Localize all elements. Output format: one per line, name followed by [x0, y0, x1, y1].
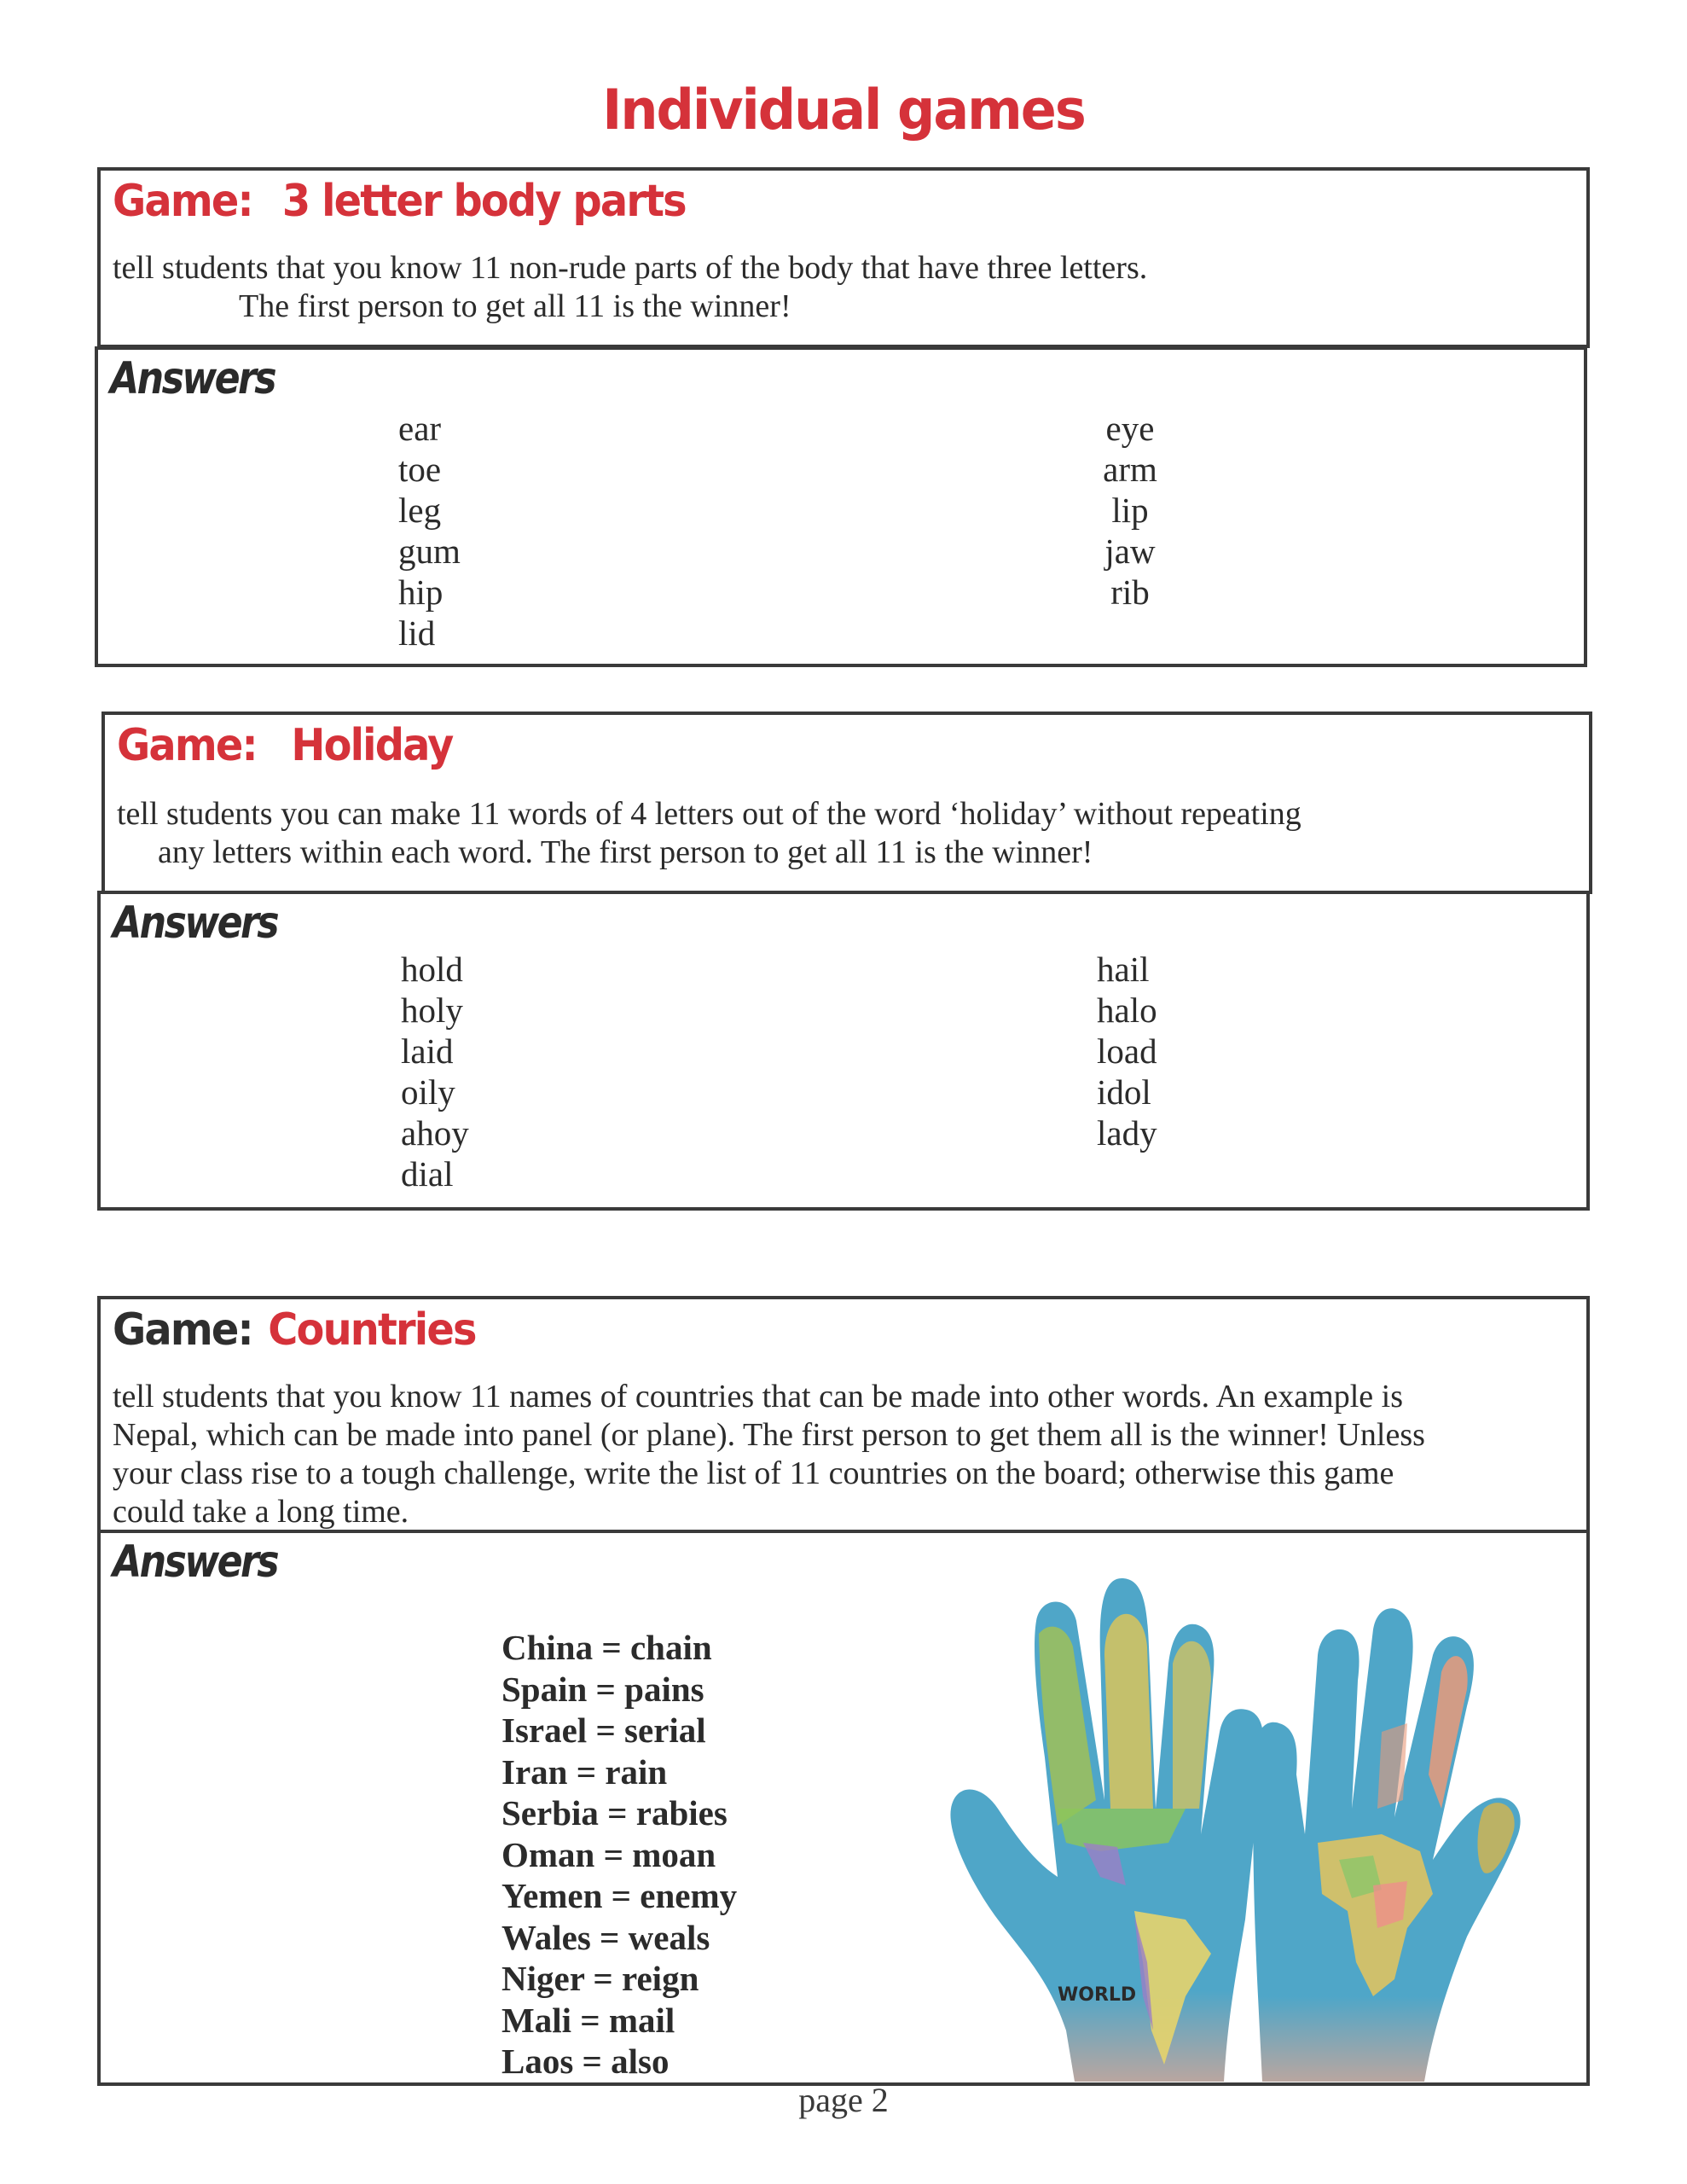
answer-item: Niger = reign: [501, 1959, 699, 1998]
game-title-name: Countries: [268, 1304, 476, 1356]
answer-item: idol: [1097, 1072, 1151, 1112]
game-description: [113, 1378, 1574, 1531]
description-line: Nepal, which can be made into panel (or plane). The first person to get them all is the winner! Unless: [113, 1417, 1425, 1453]
answer-item: oily: [401, 1072, 455, 1112]
answers-right-column: [1097, 949, 1157, 1153]
answer-item: Laos = also: [501, 2042, 670, 2081]
game-box-holiday: [101, 712, 1592, 894]
answers-left-column: [398, 408, 461, 653]
page-title: Individual games: [602, 77, 1085, 142]
answer-item: Israel = serial: [501, 1711, 706, 1750]
game-title-name: 3 letter body parts: [281, 176, 686, 227]
answer-item: toe: [398, 450, 442, 489]
game-description: [117, 795, 1577, 872]
answer-item: jaw: [1104, 531, 1156, 571]
description-line: could take a long time.: [113, 1494, 409, 1530]
answer-item: gum: [398, 531, 461, 571]
game-title-prefix: Game:: [117, 720, 257, 771]
answer-item: Wales = weals: [501, 1917, 710, 1957]
answers-box-body-parts: [95, 346, 1587, 667]
answer-item: halo: [1097, 990, 1157, 1030]
svg-text:WORLD: WORLD: [1058, 1984, 1137, 2006]
answer-item: Oman = moan: [501, 1834, 716, 1874]
game-title-prefix: Game:: [113, 176, 252, 227]
right-hand-shape: [1253, 1608, 1520, 2082]
answers-heading: Answers: [113, 1536, 278, 1588]
description-line: tell students that you know 11 non-rude parts of the body that have three letters.: [113, 250, 1148, 286]
answers-right-column: [1100, 408, 1160, 613]
description-line: your class rise to a tough challenge, write the list of 11 countries on the board; otherwise this game: [113, 1455, 1394, 1491]
answers-left-column: [401, 949, 469, 1194]
game-title-prefix: Game:: [113, 1304, 252, 1356]
answer-item: rib: [1110, 572, 1150, 612]
description-line: any letters within each word. The first person to get all 11 is the winner!: [158, 834, 1093, 870]
answers-heading: Answers: [110, 353, 275, 404]
answer-item: Iran = rain: [501, 1751, 668, 1792]
answer-item: arm: [1103, 450, 1157, 489]
page-number: page 2: [798, 2081, 889, 2119]
answer-item: ahoy: [401, 1113, 469, 1153]
answer-item: Spain = pains: [501, 1669, 704, 1709]
description-line: tell students that you know 11 names of countries that can be made into other words. An example is: [113, 1379, 1403, 1414]
answer-item: ear: [398, 409, 442, 448]
answer-item: Yemen = enemy: [501, 1876, 738, 1915]
game-title: [117, 720, 452, 771]
game-box-body-parts: [97, 167, 1590, 348]
answer-item: lady: [1097, 1113, 1157, 1153]
answer-item: Mali = mail: [501, 2000, 675, 2040]
answers-list: [501, 1627, 737, 2082]
answers-box-holiday: [97, 891, 1590, 1211]
answer-item: leg: [398, 491, 442, 530]
description-line: tell students you can make 11 words of 4 letters out of the word ‘holiday’ without repeating: [117, 796, 1301, 832]
world-map-hands-image: [930, 1553, 1582, 2082]
answer-item: holy: [401, 990, 463, 1030]
answer-item: laid: [401, 1031, 454, 1071]
answer-item: eye: [1105, 409, 1155, 448]
answer-item: Serbia = rabies: [501, 1793, 728, 1833]
game-title: [113, 176, 686, 227]
answers-heading: Answers: [113, 897, 278, 949]
answer-item: hip: [398, 572, 443, 612]
answer-item: hold: [401, 950, 463, 989]
answer-item: dial: [401, 1154, 454, 1194]
game-box-countries: [97, 1296, 1590, 1533]
game-title: [113, 1304, 476, 1356]
description-line: The first person to get all 11 is the winner!: [239, 288, 791, 324]
answer-item: lip: [1111, 491, 1149, 530]
answer-item: hail: [1097, 950, 1150, 989]
answer-item: load: [1097, 1031, 1157, 1071]
game-title-name: Holiday: [291, 720, 453, 771]
answer-item: lid: [398, 613, 436, 653]
answer-item: China = chain: [501, 1628, 712, 1667]
left-hand-shape: [950, 1578, 1263, 2082]
game-description: [113, 249, 1574, 326]
